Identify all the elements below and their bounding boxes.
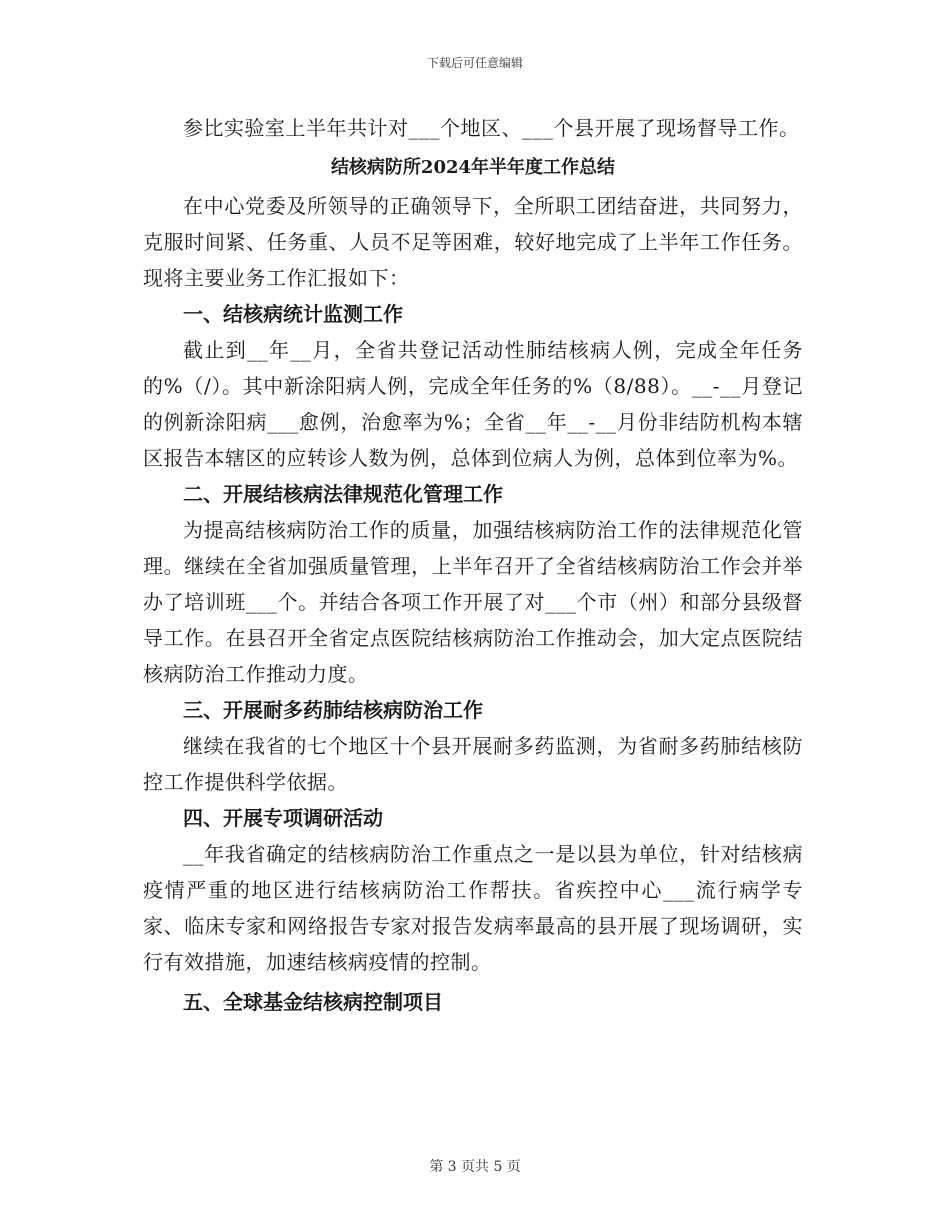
document-body xyxy=(143,110,803,1020)
section-body-3: 继续在我省的七个地区十个县开展耐多药监测，为省耐多药肺结核防控工作提供科学依据。 xyxy=(143,734,803,794)
section-body-1: 截止到__年__月，全省共登记活动性肺结核病人例，完成全年任务的%（/）。其中新涂阳病人例，完成全年任务的%（8/88）。__-__月登记的例新涂阳病___愈例，治愈率为%；全省__年__-__月份非结防机构本辖区报告本辖区的应转诊人数为例，总体到位病人为例，总体到位率为%。 xyxy=(143,338,803,470)
section-body-2: 为提高结核病防治工作的质量，加强结核病防治工作的法律规范化管理。继续在全省加强质量管理，上半年召开了全省结核病防治工作会并举办了培训班___个。并结合各项工作开展了对___个市（州）和部分县级督导工作。在县召开全省定点医院结核病防治工作推动会，加大定点医院结核病防治工作推动力度。 xyxy=(143,518,803,686)
section-heading-1: 一、结核病统计监测工作 xyxy=(183,302,403,326)
section-heading-4: 四、开展专项调研活动 xyxy=(183,806,383,830)
section-heading-2: 二、开展结核病法律规范化管理工作 xyxy=(183,482,503,506)
page-header: 下载后可任意编辑 xyxy=(426,56,523,70)
page-footer: 第 3 页共 5 页 xyxy=(429,1159,521,1175)
section-heading-3: 三、开展耐多药肺结核病防治工作 xyxy=(183,698,483,722)
document-title: 结核病防所2024年半年度工作总结 xyxy=(330,157,616,178)
opening-paragraph: 在中心党委及所领导的正确领导下，全所职工团结奋进，共同努力，克服时间紧、任务重、人员不足等困难，较好地完成了上半年工作任务。现将主要业务工作汇报如下： xyxy=(143,194,803,290)
section-body-4: __年我省确定的结核病防治工作重点之一是以县为单位，针对结核病疫情严重的地区进行结核病防治工作帮扶。省疾控中心___流行病学专家、临床专家和网络报告专家对报告发病率最高的县开展了现场调研，实行有效措施，加速结核病疫情的控制。 xyxy=(143,842,803,974)
intro-paragraph: 参比实验室上半年共计对___个地区、___个县开展了现场督导工作。 xyxy=(183,116,800,140)
section-heading-5: 五、全球基金结核病控制项目 xyxy=(183,990,443,1014)
